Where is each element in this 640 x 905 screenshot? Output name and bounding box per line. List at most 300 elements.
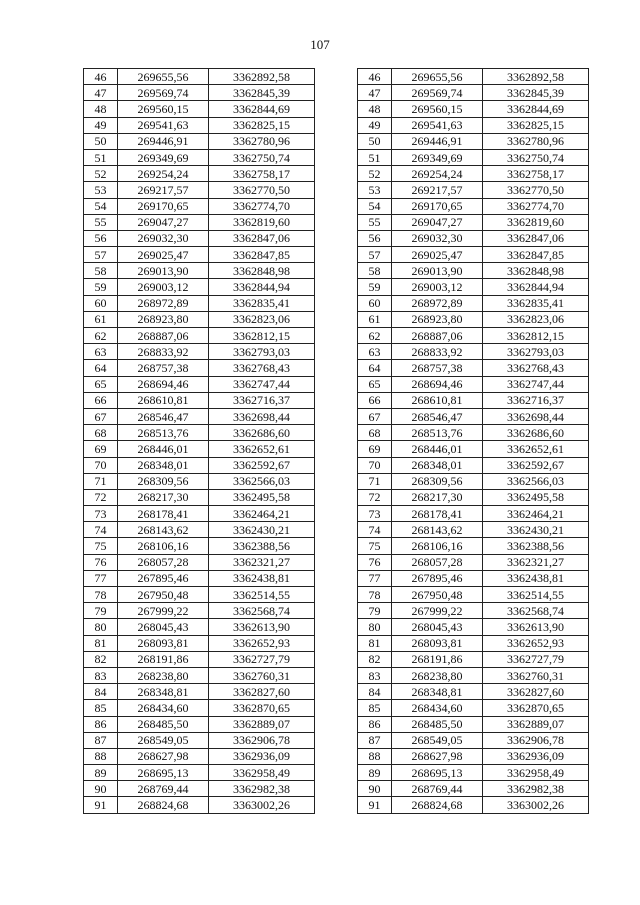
x-coordinate-cell: 268610,81: [392, 392, 483, 408]
table-row: [358, 425, 589, 441]
x-coordinate-cell: 268191,86: [392, 651, 483, 667]
point-number-cell: 62: [358, 328, 392, 344]
table-row: [358, 360, 589, 376]
y-coordinate-cell: 3362566,03: [209, 473, 315, 489]
point-number-cell: 66: [84, 392, 118, 408]
y-coordinate-cell: 3363002,26: [209, 797, 315, 813]
y-coordinate-cell: 3362847,85: [209, 247, 315, 263]
y-coordinate-cell: 3362793,03: [483, 344, 589, 360]
x-coordinate-cell: 268178,41: [392, 506, 483, 522]
y-coordinate-cell: 3362495,58: [483, 489, 589, 505]
y-coordinate-cell: 3362844,69: [209, 101, 315, 117]
table-row: [358, 117, 589, 133]
point-number-cell: 84: [84, 684, 118, 700]
point-number-cell: 61: [358, 311, 392, 327]
y-coordinate-cell: 3362652,61: [209, 441, 315, 457]
x-coordinate-cell: 268769,44: [392, 781, 483, 797]
y-coordinate-cell: 3362727,79: [209, 651, 315, 667]
table-row: [84, 344, 315, 360]
y-coordinate-cell: 3362568,74: [483, 603, 589, 619]
y-coordinate-cell: 3362780,96: [209, 133, 315, 149]
x-coordinate-cell: 268694,46: [392, 376, 483, 392]
page-number: 107: [310, 37, 330, 52]
point-number-cell: 55: [358, 214, 392, 230]
y-coordinate-cell: 3362825,15: [209, 117, 315, 133]
y-coordinate-cell: 3362388,56: [209, 538, 315, 554]
point-number-cell: 84: [358, 684, 392, 700]
x-coordinate-cell: 269032,30: [118, 230, 209, 246]
x-coordinate-cell: 268093,81: [118, 635, 209, 651]
table-row: [358, 700, 589, 716]
point-number-cell: 89: [358, 765, 392, 781]
y-coordinate-cell: 3362870,65: [209, 700, 315, 716]
y-coordinate-cell: 3362847,85: [483, 247, 589, 263]
point-number-cell: 65: [358, 376, 392, 392]
y-coordinate-cell: 3362430,21: [209, 522, 315, 538]
table-row: [358, 489, 589, 505]
table-row: [84, 328, 315, 344]
y-coordinate-cell: 3362768,43: [483, 360, 589, 376]
y-coordinate-cell: 3362750,74: [209, 149, 315, 165]
table-row: [84, 149, 315, 165]
point-number-cell: 70: [358, 457, 392, 473]
y-coordinate-cell: 3362835,41: [209, 295, 315, 311]
point-number-cell: 71: [358, 473, 392, 489]
table-row: [358, 603, 589, 619]
point-number-cell: 80: [84, 619, 118, 635]
table-row: [358, 133, 589, 149]
y-coordinate-cell: 3362727,79: [483, 651, 589, 667]
point-number-cell: 59: [358, 279, 392, 295]
point-number-cell: 60: [84, 295, 118, 311]
x-coordinate-cell: 269655,56: [118, 69, 209, 85]
point-number-cell: 68: [358, 425, 392, 441]
table-row: [84, 214, 315, 230]
x-coordinate-cell: 269047,27: [392, 214, 483, 230]
point-number-cell: 60: [358, 295, 392, 311]
x-coordinate-cell: 268549,05: [118, 732, 209, 748]
y-coordinate-cell: 3362936,09: [209, 748, 315, 764]
table-row: [358, 587, 589, 603]
table-row: [84, 263, 315, 279]
y-coordinate-cell: 3362982,38: [483, 781, 589, 797]
table-row: [358, 457, 589, 473]
point-number-cell: 69: [84, 441, 118, 457]
table-row: [358, 182, 589, 198]
x-coordinate-cell: 268887,06: [392, 328, 483, 344]
x-coordinate-cell: 268238,80: [118, 667, 209, 683]
table-row: [84, 765, 315, 781]
point-number-cell: 76: [84, 554, 118, 570]
y-coordinate-cell: 3362716,37: [209, 392, 315, 408]
table-row: [84, 570, 315, 586]
table-row: [358, 473, 589, 489]
point-number-cell: 76: [358, 554, 392, 570]
y-coordinate-cell: 3362812,15: [209, 328, 315, 344]
point-number-cell: 52: [84, 166, 118, 182]
point-number-cell: 87: [358, 732, 392, 748]
x-coordinate-cell: 268309,56: [118, 473, 209, 489]
y-coordinate-cell: 3362495,58: [209, 489, 315, 505]
table-row: [358, 651, 589, 667]
x-coordinate-cell: 268546,47: [118, 408, 209, 424]
table-row: [358, 538, 589, 554]
point-number-cell: 73: [358, 506, 392, 522]
x-coordinate-cell: 268217,30: [392, 489, 483, 505]
x-coordinate-cell: 268833,92: [118, 344, 209, 360]
point-number-cell: 73: [84, 506, 118, 522]
y-coordinate-cell: 3362686,60: [209, 425, 315, 441]
x-coordinate-cell: 269013,90: [392, 263, 483, 279]
table-row: [84, 376, 315, 392]
table-row: [358, 214, 589, 230]
table-row: [358, 376, 589, 392]
table-body-left: [84, 69, 315, 814]
point-number-cell: 67: [84, 408, 118, 424]
y-coordinate-cell: 3362906,78: [209, 732, 315, 748]
table-row: [358, 635, 589, 651]
x-coordinate-cell: 268513,76: [392, 425, 483, 441]
x-coordinate-cell: 268217,30: [118, 489, 209, 505]
x-coordinate-cell: 269254,24: [392, 166, 483, 182]
table-row: [84, 603, 315, 619]
table-row: [84, 781, 315, 797]
x-coordinate-cell: 268191,86: [118, 651, 209, 667]
y-coordinate-cell: 3362758,17: [483, 166, 589, 182]
table-row: [84, 732, 315, 748]
x-coordinate-cell: 268348,01: [118, 457, 209, 473]
y-coordinate-cell: 3362747,44: [483, 376, 589, 392]
table-row: [358, 263, 589, 279]
x-coordinate-cell: 269569,74: [392, 85, 483, 101]
point-number-cell: 78: [358, 587, 392, 603]
table-row: [358, 570, 589, 586]
y-coordinate-cell: 3362613,90: [483, 619, 589, 635]
point-number-cell: 59: [84, 279, 118, 295]
x-coordinate-cell: 269560,15: [118, 101, 209, 117]
x-coordinate-cell: 267950,48: [392, 587, 483, 603]
x-coordinate-cell: 268143,62: [392, 522, 483, 538]
table-row: [84, 587, 315, 603]
x-coordinate-cell: 269170,65: [392, 198, 483, 214]
coordinates-table-left: [83, 68, 315, 814]
point-number-cell: 56: [84, 230, 118, 246]
table-row: [84, 230, 315, 246]
table-row: [84, 619, 315, 635]
x-coordinate-cell: 268106,16: [118, 538, 209, 554]
point-number-cell: 82: [358, 651, 392, 667]
point-number-cell: 67: [358, 408, 392, 424]
point-number-cell: 48: [84, 101, 118, 117]
x-coordinate-cell: 268434,60: [392, 700, 483, 716]
y-coordinate-cell: 3362652,93: [209, 635, 315, 651]
point-number-cell: 74: [358, 522, 392, 538]
point-number-cell: 82: [84, 651, 118, 667]
table-row: [84, 651, 315, 667]
y-coordinate-cell: 3362892,58: [209, 69, 315, 85]
table-row: [358, 667, 589, 683]
table-row: [84, 279, 315, 295]
table-row: [358, 166, 589, 182]
point-number-cell: 72: [84, 489, 118, 505]
x-coordinate-cell: 268446,01: [118, 441, 209, 457]
y-coordinate-cell: 3362793,03: [209, 344, 315, 360]
table-row: [84, 101, 315, 117]
x-coordinate-cell: 269541,63: [392, 117, 483, 133]
y-coordinate-cell: 3362750,74: [483, 149, 589, 165]
table-row: [84, 797, 315, 813]
y-coordinate-cell: 3362747,44: [209, 376, 315, 392]
y-coordinate-cell: 3362823,06: [209, 311, 315, 327]
x-coordinate-cell: 268546,47: [392, 408, 483, 424]
table-row: [84, 635, 315, 651]
x-coordinate-cell: 269003,12: [392, 279, 483, 295]
x-coordinate-cell: 267895,46: [392, 570, 483, 586]
x-coordinate-cell: 269217,57: [118, 182, 209, 198]
table-row: [84, 716, 315, 732]
table-row: [358, 295, 589, 311]
point-number-cell: 53: [358, 182, 392, 198]
y-coordinate-cell: 3362760,31: [209, 667, 315, 683]
x-coordinate-cell: 269032,30: [392, 230, 483, 246]
x-coordinate-cell: 269254,24: [118, 166, 209, 182]
table-row: [358, 748, 589, 764]
x-coordinate-cell: 268694,46: [118, 376, 209, 392]
point-number-cell: 87: [84, 732, 118, 748]
point-number-cell: 68: [84, 425, 118, 441]
table-row: [84, 360, 315, 376]
y-coordinate-cell: 3362514,55: [483, 587, 589, 603]
point-number-cell: 56: [358, 230, 392, 246]
table-row: [84, 117, 315, 133]
point-number-cell: 78: [84, 587, 118, 603]
table-body-right: [358, 69, 589, 814]
point-number-cell: 58: [84, 263, 118, 279]
x-coordinate-cell: 268627,98: [392, 748, 483, 764]
y-coordinate-cell: 3362464,21: [209, 506, 315, 522]
point-number-cell: 50: [358, 133, 392, 149]
table-row: [358, 522, 589, 538]
x-coordinate-cell: 269013,90: [118, 263, 209, 279]
x-coordinate-cell: 268513,76: [118, 425, 209, 441]
x-coordinate-cell: 268045,43: [118, 619, 209, 635]
y-coordinate-cell: 3362844,94: [483, 279, 589, 295]
x-coordinate-cell: 267999,22: [392, 603, 483, 619]
point-number-cell: 66: [358, 392, 392, 408]
y-coordinate-cell: 3362388,56: [483, 538, 589, 554]
y-coordinate-cell: 3362827,60: [483, 684, 589, 700]
point-number-cell: 63: [358, 344, 392, 360]
y-coordinate-cell: 3362430,21: [483, 522, 589, 538]
point-number-cell: 75: [84, 538, 118, 554]
point-number-cell: 57: [84, 247, 118, 263]
x-coordinate-cell: 269047,27: [118, 214, 209, 230]
x-coordinate-cell: 268485,50: [118, 716, 209, 732]
table-row: [358, 279, 589, 295]
point-number-cell: 51: [84, 149, 118, 165]
y-coordinate-cell: 3362892,58: [483, 69, 589, 85]
point-number-cell: 62: [84, 328, 118, 344]
x-coordinate-cell: 268093,81: [392, 635, 483, 651]
point-number-cell: 54: [358, 198, 392, 214]
table-row: [84, 489, 315, 505]
table-row: [84, 441, 315, 457]
y-coordinate-cell: 3362321,27: [209, 554, 315, 570]
y-coordinate-cell: 3362845,39: [483, 85, 589, 101]
x-coordinate-cell: 268143,62: [118, 522, 209, 538]
y-coordinate-cell: 3362823,06: [483, 311, 589, 327]
y-coordinate-cell: 3362592,67: [209, 457, 315, 473]
table-row: [84, 748, 315, 764]
table-row: [84, 667, 315, 683]
coordinates-table-right: [357, 68, 589, 814]
y-coordinate-cell: 3362613,90: [209, 619, 315, 635]
point-number-cell: 81: [358, 635, 392, 651]
table-row: [84, 311, 315, 327]
y-coordinate-cell: 3362464,21: [483, 506, 589, 522]
y-coordinate-cell: 3362568,74: [209, 603, 315, 619]
x-coordinate-cell: 269446,91: [118, 133, 209, 149]
table-row: [84, 295, 315, 311]
x-coordinate-cell: 268824,68: [118, 797, 209, 813]
point-number-cell: 89: [84, 765, 118, 781]
x-coordinate-cell: 269541,63: [118, 117, 209, 133]
table-row: [84, 69, 315, 85]
point-number-cell: 52: [358, 166, 392, 182]
y-coordinate-cell: 3362768,43: [209, 360, 315, 376]
x-coordinate-cell: 268238,80: [392, 667, 483, 683]
x-coordinate-cell: 268923,80: [392, 311, 483, 327]
point-number-cell: 79: [358, 603, 392, 619]
point-number-cell: 91: [84, 797, 118, 813]
table-row: [358, 101, 589, 117]
point-number-cell: 70: [84, 457, 118, 473]
point-number-cell: 50: [84, 133, 118, 149]
table-row: [84, 408, 315, 424]
y-coordinate-cell: 3362686,60: [483, 425, 589, 441]
x-coordinate-cell: 268057,28: [118, 554, 209, 570]
table-row: [358, 797, 589, 813]
point-number-cell: 80: [358, 619, 392, 635]
point-number-cell: 85: [84, 700, 118, 716]
point-number-cell: 74: [84, 522, 118, 538]
table-row: [84, 700, 315, 716]
point-number-cell: 49: [358, 117, 392, 133]
point-number-cell: 55: [84, 214, 118, 230]
x-coordinate-cell: 267950,48: [118, 587, 209, 603]
y-coordinate-cell: 3362958,49: [209, 765, 315, 781]
point-number-cell: 65: [84, 376, 118, 392]
point-number-cell: 57: [358, 247, 392, 263]
y-coordinate-cell: 3362698,44: [209, 408, 315, 424]
table-row: [358, 441, 589, 457]
x-coordinate-cell: 268610,81: [118, 392, 209, 408]
y-coordinate-cell: 3362438,81: [483, 570, 589, 586]
y-coordinate-cell: 3362438,81: [209, 570, 315, 586]
table-row: [84, 457, 315, 473]
table-row: [84, 85, 315, 101]
point-number-cell: 48: [358, 101, 392, 117]
point-number-cell: 88: [358, 748, 392, 764]
table-row: [358, 408, 589, 424]
table-row: [358, 311, 589, 327]
y-coordinate-cell: 3362774,70: [483, 198, 589, 214]
y-coordinate-cell: 3362566,03: [483, 473, 589, 489]
y-coordinate-cell: 3362592,67: [483, 457, 589, 473]
x-coordinate-cell: 268769,44: [118, 781, 209, 797]
point-number-cell: 75: [358, 538, 392, 554]
x-coordinate-cell: 269560,15: [392, 101, 483, 117]
y-coordinate-cell: 3362870,65: [483, 700, 589, 716]
point-number-cell: 46: [358, 69, 392, 85]
x-coordinate-cell: 268887,06: [118, 328, 209, 344]
table-row: [84, 392, 315, 408]
y-coordinate-cell: 3362780,96: [483, 133, 589, 149]
table-row: [358, 328, 589, 344]
x-coordinate-cell: 268485,50: [392, 716, 483, 732]
y-coordinate-cell: 3362819,60: [483, 214, 589, 230]
y-coordinate-cell: 3362848,98: [483, 263, 589, 279]
point-number-cell: 72: [358, 489, 392, 505]
table-row: [84, 554, 315, 570]
x-coordinate-cell: 268627,98: [118, 748, 209, 764]
table-row: [358, 198, 589, 214]
x-coordinate-cell: 269003,12: [118, 279, 209, 295]
table-row: [358, 781, 589, 797]
table-row: [84, 198, 315, 214]
x-coordinate-cell: 268348,81: [392, 684, 483, 700]
x-coordinate-cell: 269569,74: [118, 85, 209, 101]
x-coordinate-cell: 268057,28: [392, 554, 483, 570]
y-coordinate-cell: 3362847,06: [483, 230, 589, 246]
point-number-cell: 49: [84, 117, 118, 133]
point-number-cell: 47: [358, 85, 392, 101]
x-coordinate-cell: 268923,80: [118, 311, 209, 327]
table-row: [84, 684, 315, 700]
table-row: [358, 619, 589, 635]
point-number-cell: 54: [84, 198, 118, 214]
x-coordinate-cell: 269655,56: [392, 69, 483, 85]
x-coordinate-cell: 268309,56: [392, 473, 483, 489]
y-coordinate-cell: 3362716,37: [483, 392, 589, 408]
table-row: [84, 425, 315, 441]
table-row: [358, 149, 589, 165]
y-coordinate-cell: 3362652,61: [483, 441, 589, 457]
table-row: [358, 230, 589, 246]
x-coordinate-cell: 269217,57: [392, 182, 483, 198]
table-row: [358, 684, 589, 700]
point-number-cell: 79: [84, 603, 118, 619]
y-coordinate-cell: 3362847,06: [209, 230, 315, 246]
x-coordinate-cell: 269349,69: [118, 149, 209, 165]
table-row: [84, 538, 315, 554]
x-coordinate-cell: 268824,68: [392, 797, 483, 813]
x-coordinate-cell: 268045,43: [392, 619, 483, 635]
point-number-cell: 53: [84, 182, 118, 198]
point-number-cell: 51: [358, 149, 392, 165]
y-coordinate-cell: 3362982,38: [209, 781, 315, 797]
point-number-cell: 71: [84, 473, 118, 489]
table-row: [84, 166, 315, 182]
x-coordinate-cell: 268972,89: [392, 295, 483, 311]
y-coordinate-cell: 3362770,50: [209, 182, 315, 198]
table-row: [84, 133, 315, 149]
point-number-cell: 88: [84, 748, 118, 764]
y-coordinate-cell: 3362844,69: [483, 101, 589, 117]
x-coordinate-cell: 268178,41: [118, 506, 209, 522]
y-coordinate-cell: 3362760,31: [483, 667, 589, 683]
point-number-cell: 86: [84, 716, 118, 732]
